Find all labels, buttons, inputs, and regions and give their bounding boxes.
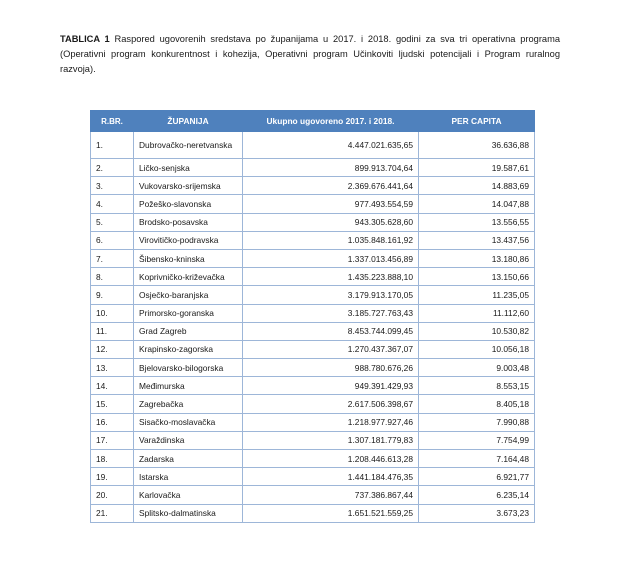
cell-per-capita: 8.553,15 [419, 377, 535, 395]
cell-zupanija: Varaždinska [134, 431, 243, 449]
cell-rbr: 12. [91, 340, 134, 358]
header-ukupno: Ukupno ugovoreno 2017. i 2018. [243, 111, 419, 132]
cell-rbr: 16. [91, 413, 134, 431]
cell-zupanija: Zagrebačka [134, 395, 243, 413]
cell-per-capita: 6.921,77 [419, 468, 535, 486]
cell-ukupno: 8.453.744.099,45 [243, 322, 419, 340]
cell-ukupno: 949.391.429,93 [243, 377, 419, 395]
cell-rbr: 14. [91, 377, 134, 395]
cell-per-capita: 7.754,99 [419, 431, 535, 449]
cell-per-capita: 3.673,23 [419, 504, 535, 522]
header-rbr: R.BR. [91, 111, 134, 132]
cell-rbr: 20. [91, 486, 134, 504]
cell-rbr: 15. [91, 395, 134, 413]
cell-rbr: 1. [91, 132, 134, 159]
cell-ukupno: 737.386.867,44 [243, 486, 419, 504]
allocation-table [90, 110, 535, 523]
table-row [91, 413, 535, 431]
cell-zupanija: Bjelovarsko-bilogorska [134, 359, 243, 377]
cell-zupanija: Koprivničko-križevačka [134, 268, 243, 286]
cell-per-capita: 9.003,48 [419, 359, 535, 377]
cell-ukupno: 4.447.021.635,65 [243, 132, 419, 159]
cell-zupanija: Međimurska [134, 377, 243, 395]
cell-rbr: 6. [91, 231, 134, 249]
cell-ukupno: 899.913.704,64 [243, 159, 419, 177]
cell-zupanija: Dubrovačko-neretvanska [134, 132, 243, 159]
cell-per-capita: 10.056,18 [419, 340, 535, 358]
cell-per-capita: 14.047,88 [419, 195, 535, 213]
cell-per-capita: 13.437,56 [419, 231, 535, 249]
cell-zupanija: Virovitičko-podravska [134, 231, 243, 249]
cell-ukupno: 1.270.437.367,07 [243, 340, 419, 358]
cell-ukupno: 2.617.506.398,67 [243, 395, 419, 413]
cell-zupanija: Istarska [134, 468, 243, 486]
table-row [91, 249, 535, 267]
table-row [91, 340, 535, 358]
table-row [91, 213, 535, 231]
cell-per-capita: 11.112,60 [419, 304, 535, 322]
table-row [91, 377, 535, 395]
cell-ukupno: 1.441.184.476,35 [243, 468, 419, 486]
table-row [91, 322, 535, 340]
cell-zupanija: Karlovačka [134, 486, 243, 504]
cell-rbr: 19. [91, 468, 134, 486]
cell-zupanija: Splitsko-dalmatinska [134, 504, 243, 522]
header-zupanija: ŽUPANIJA [134, 111, 243, 132]
caption-label: TABLICA 1 [60, 34, 110, 44]
table-row [91, 468, 535, 486]
cell-zupanija: Zadarska [134, 450, 243, 468]
table-header-row [91, 111, 535, 132]
cell-rbr: 10. [91, 304, 134, 322]
cell-zupanija: Osječko-baranjska [134, 286, 243, 304]
cell-per-capita: 19.587,61 [419, 159, 535, 177]
table-row [91, 304, 535, 322]
cell-zupanija: Primorsko-goranska [134, 304, 243, 322]
cell-per-capita: 7.164,48 [419, 450, 535, 468]
cell-rbr: 3. [91, 177, 134, 195]
cell-zupanija: Krapinsko-zagorska [134, 340, 243, 358]
table-row [91, 504, 535, 522]
cell-ukupno: 3.179.913.170,05 [243, 286, 419, 304]
cell-rbr: 18. [91, 450, 134, 468]
cell-ukupno: 3.185.727.763,43 [243, 304, 419, 322]
table-row [91, 159, 535, 177]
table-row [91, 486, 535, 504]
table-row [91, 450, 535, 468]
cell-rbr: 8. [91, 268, 134, 286]
cell-ukupno: 1.435.223.888,10 [243, 268, 419, 286]
table-row [91, 431, 535, 449]
table-row [91, 395, 535, 413]
cell-ukupno: 1.307.181.779,83 [243, 431, 419, 449]
cell-per-capita: 13.150,66 [419, 268, 535, 286]
cell-rbr: 2. [91, 159, 134, 177]
cell-zupanija: Vukovarsko-srijemska [134, 177, 243, 195]
cell-ukupno: 988.780.676,26 [243, 359, 419, 377]
cell-rbr: 13. [91, 359, 134, 377]
table-body [91, 132, 535, 523]
cell-ukupno: 1.208.446.613,28 [243, 450, 419, 468]
cell-per-capita: 10.530,82 [419, 322, 535, 340]
table-caption [60, 32, 560, 77]
cell-ukupno: 1.337.013.456,89 [243, 249, 419, 267]
cell-zupanija: Brodsko-posavska [134, 213, 243, 231]
cell-per-capita: 6.235,14 [419, 486, 535, 504]
caption-text: Raspored ugovorenih sredstava po županijama u 2017. i 2018. godini za sva tri operativna programa (Operativni program konkurentnost i kohezija, Operativni program Učinkoviti ljudski potencijali i Program ruralnog razvoja). [60, 34, 560, 74]
cell-per-capita: 11.235,05 [419, 286, 535, 304]
cell-rbr: 9. [91, 286, 134, 304]
cell-per-capita: 13.556,55 [419, 213, 535, 231]
cell-rbr: 5. [91, 213, 134, 231]
cell-ukupno: 977.493.554,59 [243, 195, 419, 213]
table-row [91, 231, 535, 249]
cell-ukupno: 1.035.848.161,92 [243, 231, 419, 249]
cell-ukupno: 1.218.977.927,46 [243, 413, 419, 431]
table-row [91, 177, 535, 195]
cell-rbr: 4. [91, 195, 134, 213]
cell-zupanija: Požeško-slavonska [134, 195, 243, 213]
cell-rbr: 21. [91, 504, 134, 522]
cell-per-capita: 14.883,69 [419, 177, 535, 195]
cell-zupanija: Grad Zagreb [134, 322, 243, 340]
table-row [91, 195, 535, 213]
cell-per-capita: 36.636,88 [419, 132, 535, 159]
cell-per-capita: 13.180,86 [419, 249, 535, 267]
cell-per-capita: 7.990,88 [419, 413, 535, 431]
table-row [91, 268, 535, 286]
cell-rbr: 11. [91, 322, 134, 340]
header-per-capita: PER CAPITA [419, 111, 535, 132]
table-row [91, 132, 535, 159]
cell-rbr: 7. [91, 249, 134, 267]
cell-ukupno: 1.651.521.559,25 [243, 504, 419, 522]
table-row [91, 286, 535, 304]
cell-zupanija: Ličko-senjska [134, 159, 243, 177]
table-row [91, 359, 535, 377]
cell-per-capita: 8.405,18 [419, 395, 535, 413]
cell-ukupno: 2.369.676.441,64 [243, 177, 419, 195]
cell-zupanija: Šibensko-kninska [134, 249, 243, 267]
cell-zupanija: Sisačko-moslavačka [134, 413, 243, 431]
cell-rbr: 17. [91, 431, 134, 449]
cell-ukupno: 943.305.628,60 [243, 213, 419, 231]
